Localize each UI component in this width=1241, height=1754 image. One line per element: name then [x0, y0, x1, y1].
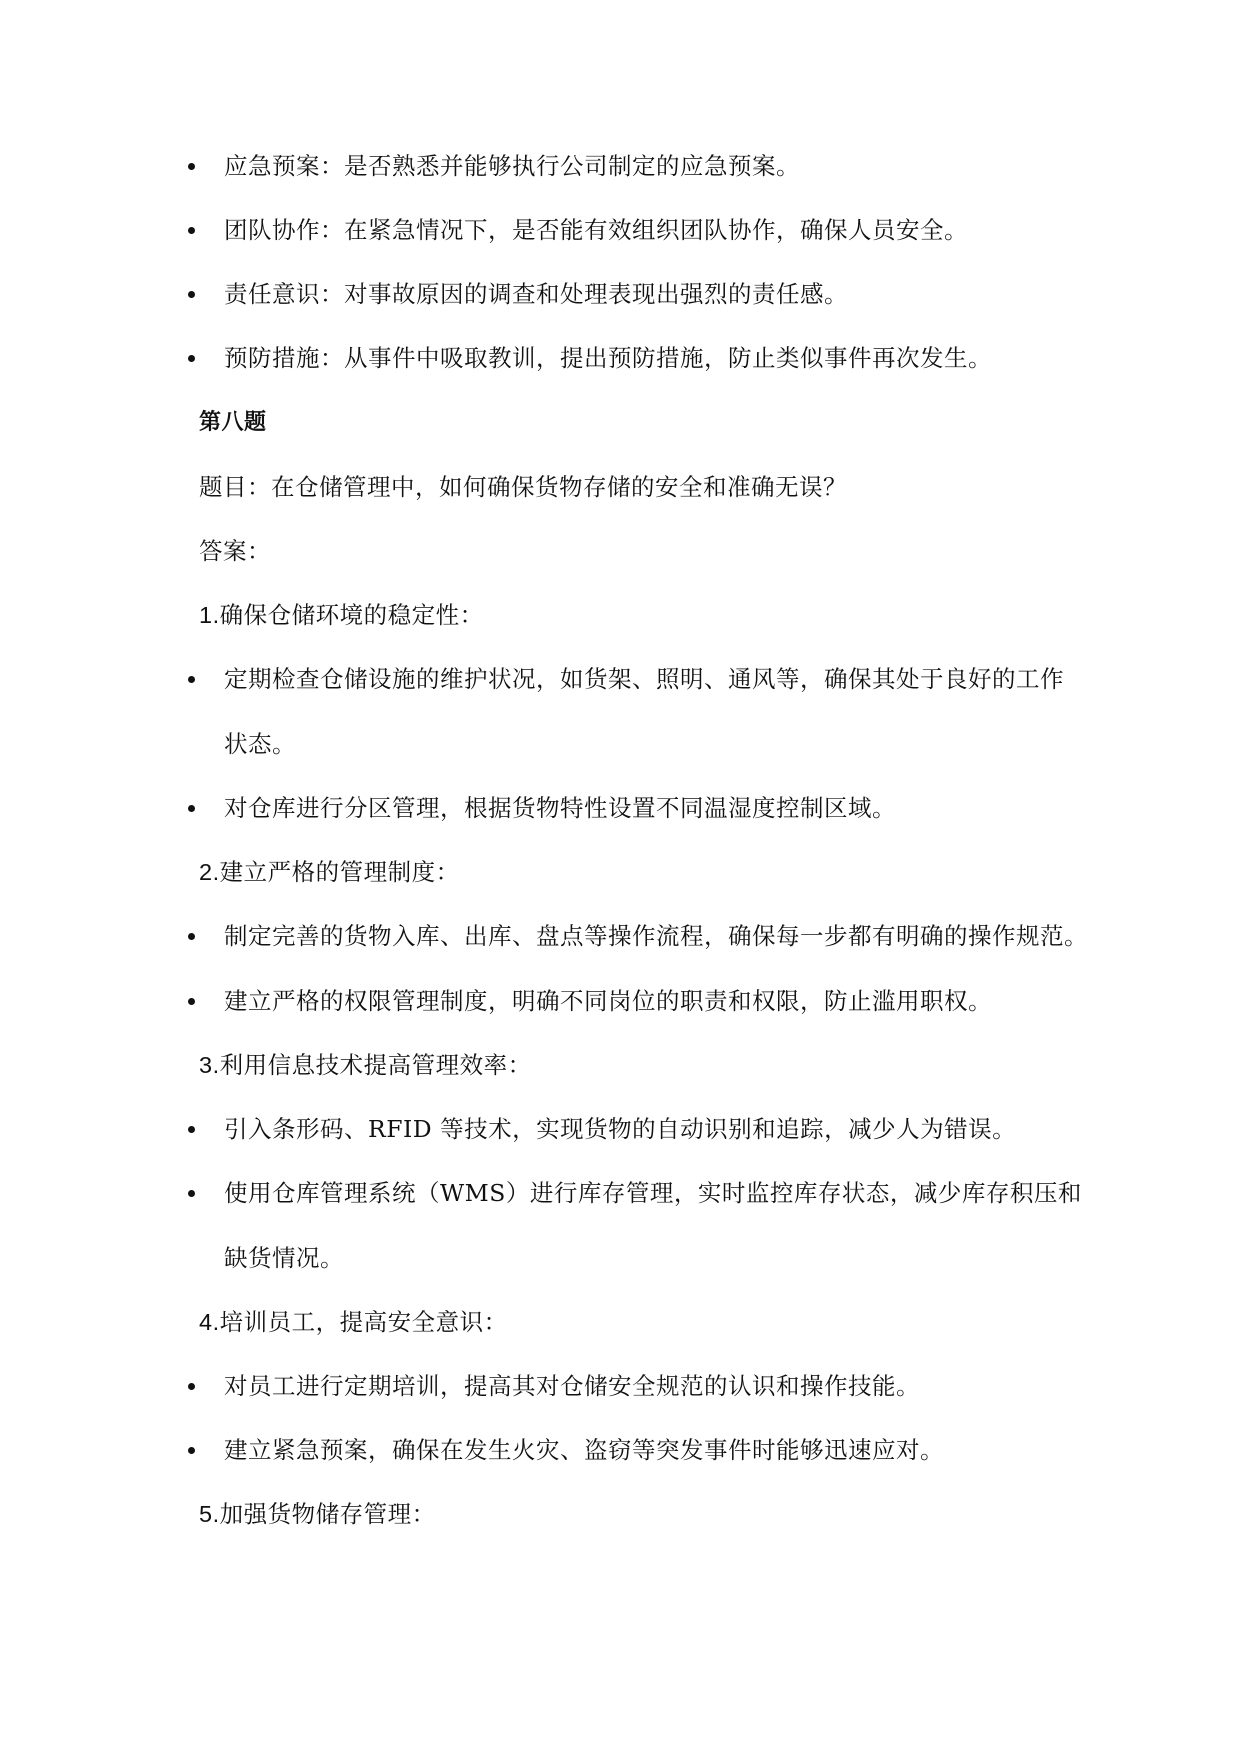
bullet-dot-icon: [188, 1190, 195, 1197]
point-number: 2.: [199, 859, 220, 885]
point-title: 建立严格的管理制度：: [219, 858, 460, 886]
bullet-dot-icon: [188, 1447, 195, 1454]
point-heading-5: [199, 1497, 436, 1531]
question-text: 题目：在仓储管理中，如何确保货物存储的安全和准确无误？: [199, 473, 847, 501]
point-number: 3.: [199, 1052, 220, 1078]
answer-label: 答案：: [199, 537, 271, 565]
section-heading: 第八题: [199, 410, 267, 435]
point-title: 确保仓储环境的稳定性：: [219, 601, 484, 629]
point-3-bullet-2-cont: 缺货情况。: [224, 1244, 344, 1272]
bullet-dot-icon: [188, 163, 195, 170]
bullet-dot-icon: [188, 998, 195, 1005]
point-4-bullet-2: 建立紧急预案，确保在发生火灾、盗窃等突发事件时能够迅速应对。: [224, 1436, 944, 1464]
bullet-dot-icon: [188, 676, 195, 683]
point-number: 5.: [199, 1501, 220, 1527]
bullet-dot-icon: [188, 291, 195, 298]
point-title: 培训员工，提高安全意识：: [219, 1308, 508, 1336]
bullet-dot-icon: [188, 227, 195, 234]
point-3-bullet-2: 使用仓库管理系统（WMS）进行库存管理，实时监控库存状态，减少库存积压和: [224, 1179, 1082, 1207]
bullet-dot-icon: [188, 933, 195, 940]
point-heading-4: [199, 1305, 508, 1339]
point-heading-2: [199, 855, 460, 889]
point-heading-3: [199, 1048, 532, 1082]
point-title: 加强货物储存管理：: [219, 1500, 436, 1528]
bullet-responsibility: 责任意识：对事故原因的调查和处理表现出强烈的责任感。: [224, 280, 848, 308]
bullet-dot-icon: [188, 1383, 195, 1390]
point-1-bullet-2: 对仓库进行分区管理，根据货物特性设置不同温湿度控制区域。: [224, 794, 896, 822]
point-title: 利用信息技术提高管理效率：: [219, 1051, 532, 1079]
point-number: 4.: [199, 1309, 220, 1335]
bullet-emergency-plan: 应急预案：是否熟悉并能够执行公司制定的应急预案。: [224, 152, 800, 180]
point-2-bullet-1: 制定完善的货物入库、出库、盘点等操作流程，确保每一步都有明确的操作规范。: [224, 922, 1088, 950]
bullet-dot-icon: [188, 1126, 195, 1133]
point-1-bullet-1: 定期检查仓储设施的维护状况，如货架、照明、通风等，确保其处于良好的工作: [224, 665, 1064, 693]
bullet-prevention: 预防措施：从事件中吸取教训，提出预防措施，防止类似事件再次发生。: [224, 344, 992, 372]
point-3-bullet-1: 引入条形码、RFID 等技术，实现货物的自动识别和追踪，减少人为错误。: [224, 1115, 1017, 1143]
point-number: 1.: [199, 602, 220, 628]
bullet-dot-icon: [188, 805, 195, 812]
point-2-bullet-2: 建立严格的权限管理制度，明确不同岗位的职责和权限，防止滥用职权。: [224, 987, 992, 1015]
bullet-dot-icon: [188, 355, 195, 362]
point-heading-1: [199, 598, 484, 632]
point-1-bullet-1-cont: 状态。: [224, 730, 296, 758]
bullet-teamwork: 团队协作：在紧急情况下，是否能有效组织团队协作，确保人员安全。: [224, 216, 968, 244]
point-4-bullet-1: 对员工进行定期培训，提高其对仓储安全规范的认识和操作技能。: [224, 1372, 920, 1400]
